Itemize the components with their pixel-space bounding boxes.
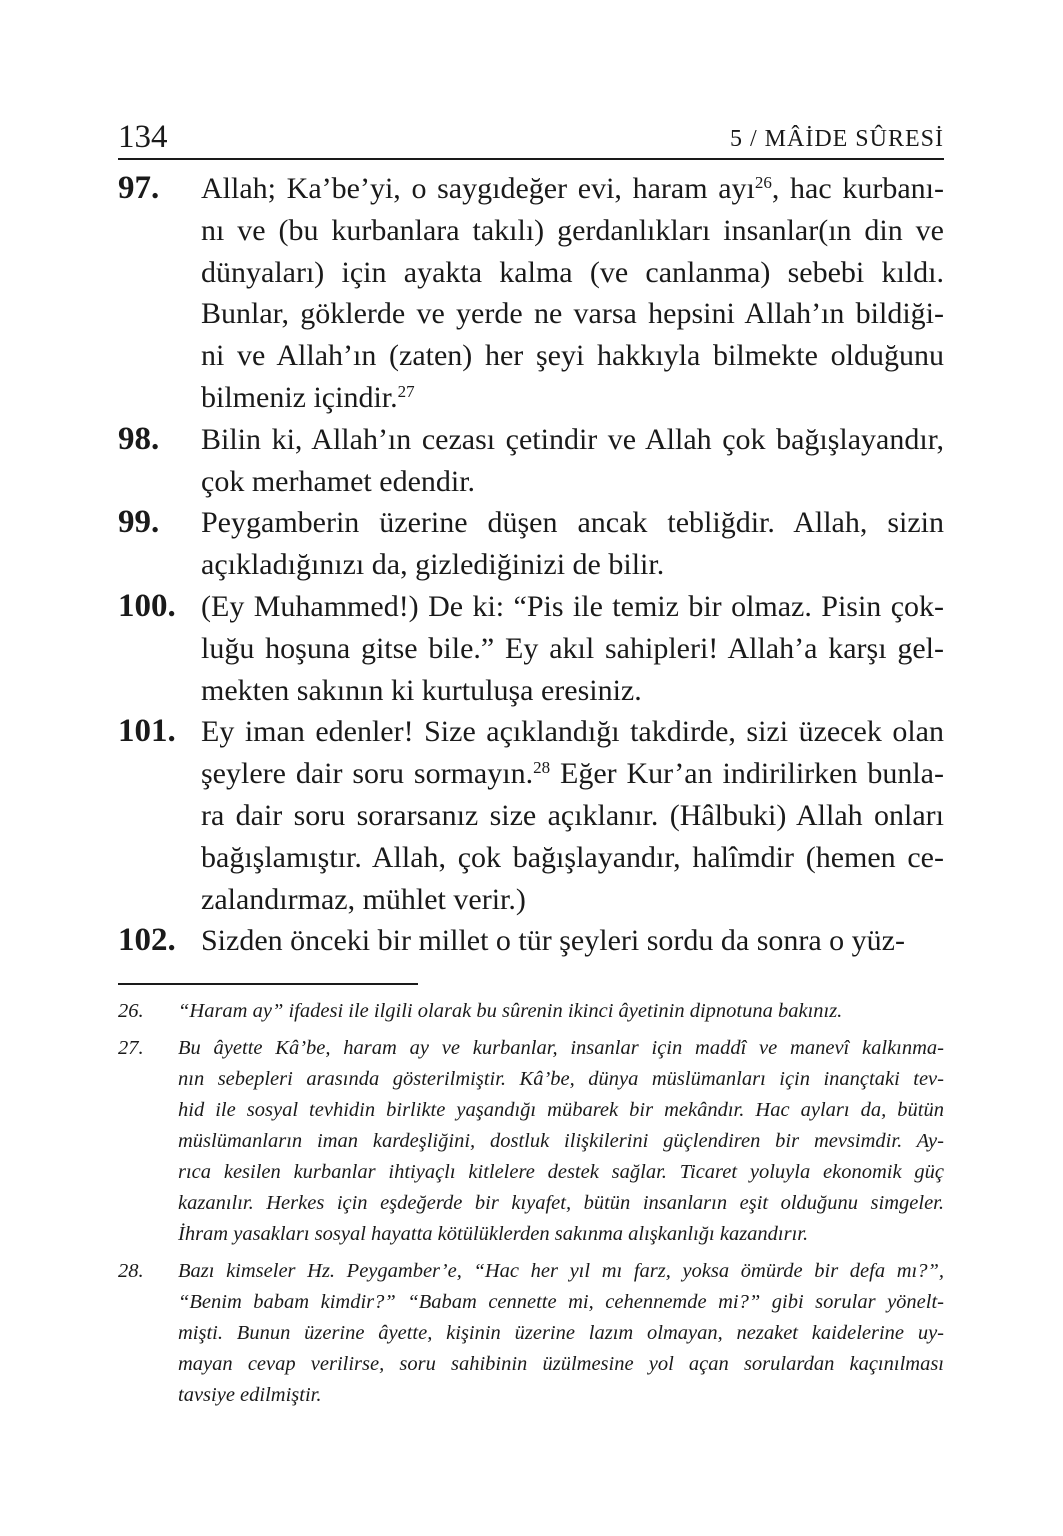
verse-text: şeylere dair soru sormayın. [201, 757, 534, 791]
footnote-line: mişti. Bunun üzerine âyette, kişinin üzerine lazım olmayan, nezaket kaidelerine uy- [178, 1322, 944, 1344]
verse-line [201, 293, 944, 335]
footnote-2 [118, 1256, 944, 1411]
verse-line [201, 544, 944, 586]
verse-line [201, 377, 944, 419]
verse-3 [118, 586, 944, 711]
footnote-line: “Haram ay” ifadesi ile ilgili olarak bu sûrenin ikinci âyetinin dipnotuna bakınız. [178, 1000, 843, 1022]
verse-text: açıkladığınızı da, gizlediğinizi de bilir. [201, 548, 665, 582]
footnote-reference[interactable]: 26 [754, 173, 772, 192]
verse-line [201, 586, 944, 628]
footnote-line: kazanılır. Herkes için eşdeğerde bir kıyafet, bütün insanların eşit olduğunu simgeler. [178, 1192, 944, 1214]
verse-number: 97. [118, 170, 160, 206]
verse-line [201, 335, 944, 377]
footnote-separator [118, 983, 418, 985]
footnote-0 [118, 996, 944, 1027]
verse-number: 101. [118, 713, 176, 750]
verse-line [201, 753, 944, 795]
verse-line [201, 502, 944, 544]
verse-line [201, 837, 944, 879]
verse-line [201, 252, 944, 294]
verse-list [118, 168, 944, 962]
verse-text: bağışlamıştır. Allah, çok bağışlayandır, halîmdir (hemen ce- [201, 840, 944, 874]
footnote-reference[interactable]: 27 [397, 381, 415, 401]
page-number: 134 [118, 119, 168, 155]
footnote-line: Bazı kimseler Hz. Peygamber’e, “Hac her yıl mı farz, yoksa ömürde bir defa mı?”, [178, 1260, 944, 1282]
verse-text: luğu hoşuna gitse bile.” Ey akıl sahipleri! Allah’a karşı gel- [201, 631, 944, 665]
verse-5 [118, 920, 944, 962]
verse-number: 100. [118, 587, 176, 624]
verse-text: Allah; Ka’be’yi, o saygıdeğer evi, haram ayı [201, 172, 755, 205]
running-title: 5 / MÂİDE SÛRESİ [729, 126, 944, 152]
verse-line [201, 879, 944, 921]
footnote-line: rıca kesilen kurbanlar ihtiyaçlı kitlelere destek sağlar. Ticaret yoluyla ekonomik güç [178, 1161, 944, 1183]
verse-text: bilmeniz içindir. [201, 380, 398, 414]
verse-text: zalandırmaz, mühlet verir.) [201, 882, 526, 916]
verse-text: Peygamberin üzerine düşen ancak tebliğdir. Allah, sizin [201, 506, 944, 540]
verse-number: 99. [118, 504, 160, 541]
verse-line [201, 670, 944, 712]
footnote-line: tavsiye edilmiştir. [178, 1384, 322, 1406]
verse-number: 102. [118, 922, 176, 959]
footnote-number: 27. [118, 1037, 144, 1059]
verse-text: çok merhamet edendir. [201, 464, 476, 498]
verse-line [201, 628, 944, 670]
verse-text: ra dair soru sorarsanız size açıklanır. (Hâlbuki) Allah onları [201, 798, 944, 832]
verse-text: mekten sakının ki kurtuluşa eresiniz. [201, 673, 642, 707]
verse-text: Ey iman edenler! Size açıklandığı takdirde, sizi üzecek olan [201, 715, 944, 749]
footnote-line: İhram yasakları sosyal hayatta kötülüklerden sakınma alışkanlığı kazandırır. [178, 1223, 809, 1245]
verse-line [201, 795, 944, 837]
verse-text: (Ey Muhammed!) De ki: “Pis ile temiz bir olmaz. Pisin çok- [201, 589, 944, 623]
verse-text: ni ve Allah’ın (zaten) her şeyi hakkıyla bilmekte olduğunu [201, 339, 944, 373]
verse-1 [118, 419, 944, 503]
verse-text-continued: Eğer Kur’an indirilirken bunla- [550, 757, 944, 791]
page-header [118, 118, 944, 160]
footnote-line: “Benim babam kimdir?” “Babam cennette mi, cehennemde mi?” gibi sorular yönelt- [178, 1291, 944, 1313]
footnote-number: 28. [118, 1260, 144, 1282]
footnote-number: 26. [118, 1000, 144, 1022]
footnote-reference[interactable]: 28 [533, 758, 551, 778]
footnote-line: müslümanların iman kardeşliğini, dostluk ilişkilerini güçlendiren bir mevsimdir. Ay- [178, 1130, 944, 1152]
verse-text: dünyaları) için ayakta kalma (ve canlanma) sebebi kıldı. [201, 255, 944, 289]
verse-0 [118, 168, 944, 419]
verse-number: 98. [118, 420, 160, 457]
verse-text: nı ve (bu kurbanlara takılı) gerdanlıkları insanlar(ın din ve [201, 213, 944, 247]
footnote-line: Bu âyette Kâ’be, haram ay ve kurbanlar, insanlar için maddî ve manevî kalkınma- [178, 1037, 944, 1059]
verse-line [201, 419, 944, 461]
verse-text: Bilin ki, Allah’ın cezası çetindir ve Allah çok bağışlayandır, [201, 422, 944, 456]
verse-line [201, 168, 944, 210]
verse-text-continued: , hac kurbanı- [771, 172, 944, 205]
verse-line [201, 920, 944, 962]
footnote-line: mayan cevap verilirse, soru sahibinin üzülmesine yol açan sorulardan kaçınılması [178, 1353, 944, 1375]
verse-line [201, 210, 944, 252]
verse-4 [118, 711, 944, 920]
verse-text: Bunlar, göklerde ve yerde ne varsa hepsini Allah’ın bildiği- [201, 297, 944, 331]
footnote-line: nın sebepleri arasında gösterilmiştir. Kâ’be, dünya müslümanları için inançtaki tev- [178, 1068, 944, 1090]
footnote-list [118, 996, 944, 1411]
footnote-line: hid ile sosyal tevhidin birlikte yaşandığı mübarek bir mekândır. Hac ayları da, bütün [178, 1099, 944, 1121]
verse-text: Sizden önceki bir millet o tür şeyleri sordu da sonra o yüz- [201, 924, 905, 958]
footnote-1 [118, 1033, 944, 1250]
verse-2 [118, 502, 944, 586]
verse-line [201, 711, 944, 753]
verse-line [201, 461, 944, 503]
